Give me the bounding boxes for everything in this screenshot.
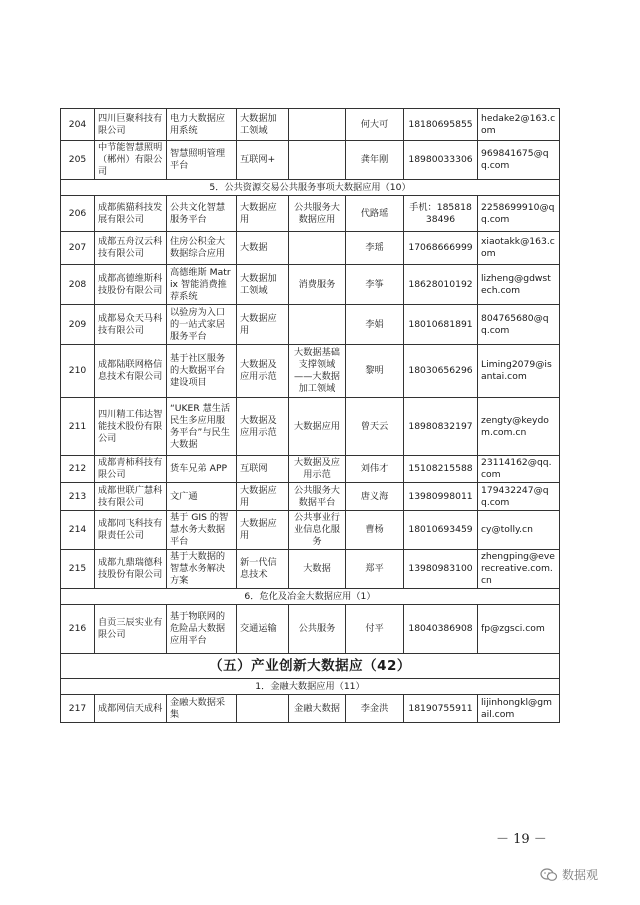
company-name: 成都九鼎瑞德科技股份有限公司 xyxy=(95,550,167,589)
category: 大数据应用 xyxy=(237,305,289,345)
part-header-row xyxy=(61,654,560,679)
category: 大数据应用 xyxy=(237,511,289,550)
row-number: 212 xyxy=(61,456,95,483)
phone-number: 18980033306 xyxy=(404,141,478,180)
company-name: 成都熊猫科技发展有限公司 xyxy=(95,196,167,232)
project-name: 基于社区服务的大数据平台建设项目 xyxy=(167,345,237,398)
category: 大数据及应用示范 xyxy=(237,398,289,456)
company-name: 成都青柿科技有限公司 xyxy=(95,456,167,483)
project-name: 电力大数据应用系统 xyxy=(167,109,237,141)
table-row xyxy=(61,141,560,180)
application-field: 公共服务大数据平台 xyxy=(289,483,346,511)
phone-number: 18628010192 xyxy=(404,265,478,305)
table-row xyxy=(61,398,560,456)
phone-number: 17068666999 xyxy=(404,232,478,265)
application-field: 公共事业行业信息化服务 xyxy=(289,511,346,550)
row-number: 206 xyxy=(61,196,95,232)
section-title: 1．金融大数据应用（11） xyxy=(61,679,560,695)
table-row xyxy=(61,265,560,305)
category xyxy=(237,695,289,723)
project-name: 以验房为入口的一站式家居服务平台 xyxy=(167,305,237,345)
contact-name: 付平 xyxy=(346,605,404,654)
contact-name: 李筝 xyxy=(346,265,404,305)
company-name: 四川巨聚科技有限公司 xyxy=(95,109,167,141)
contact-name: 代路瑶 xyxy=(346,196,404,232)
category: 交通运输 xyxy=(237,605,289,654)
phone-number: 18190755911 xyxy=(404,695,478,723)
company-name: 成都同飞科技有限责任公司 xyxy=(95,511,167,550)
category: 大数据加工领域 xyxy=(237,265,289,305)
application-field: 大数据应用 xyxy=(289,398,346,456)
application-field xyxy=(289,232,346,265)
project-table xyxy=(60,108,560,723)
project-name: 基于 GIS 的智慧水务大数据平台 xyxy=(167,511,237,550)
application-field: 金融大数据 xyxy=(289,695,346,723)
section-header-row xyxy=(61,679,560,695)
contact-name: 郑平 xyxy=(346,550,404,589)
project-name: 住房公积金大数据综合应用 xyxy=(167,232,237,265)
company-name: 中节能智慧照明（郴州）有限公司 xyxy=(95,141,167,180)
application-field: 公共服务大数据应用 xyxy=(289,196,346,232)
email-address: fp@zgsci.com xyxy=(478,605,560,654)
table-row xyxy=(61,232,560,265)
category: 互联网 xyxy=(237,456,289,483)
email-address: 2258699910@qq.com xyxy=(478,196,560,232)
phone-number: 18010693459 xyxy=(404,511,478,550)
project-name: 货车兄弟 APP xyxy=(167,456,237,483)
phone-number: 18030656296 xyxy=(404,345,478,398)
table-row xyxy=(61,196,560,232)
contact-name: 唐义海 xyxy=(346,483,404,511)
row-number: 211 xyxy=(61,398,95,456)
project-name: 智慧照明管理平台 xyxy=(167,141,237,180)
application-field: 大数据及应用示范 xyxy=(289,456,346,483)
table-row xyxy=(61,511,560,550)
table-row xyxy=(61,695,560,723)
table-row xyxy=(61,109,560,141)
row-number: 213 xyxy=(61,483,95,511)
page-number: － 19 － xyxy=(496,832,547,847)
application-field xyxy=(289,141,346,180)
table-row xyxy=(61,456,560,483)
category: 大数据应用 xyxy=(237,196,289,232)
part-title: （五）产业创新大数据应（42） xyxy=(61,654,560,679)
contact-name: 刘伟才 xyxy=(346,456,404,483)
application-field: 公共服务 xyxy=(289,605,346,654)
phone-number: 18010681891 xyxy=(404,305,478,345)
email-address: cy@tolly.cn xyxy=(478,511,560,550)
email-address: zhengping@everecreative.com.cn xyxy=(478,550,560,589)
section-title: 6．危化及冶金大数据应用（1） xyxy=(61,589,560,605)
row-number: 216 xyxy=(61,605,95,654)
contact-name: 曹杨 xyxy=(346,511,404,550)
category: 大数据及应用示范 xyxy=(237,345,289,398)
phone-number: 15108215588 xyxy=(404,456,478,483)
company-name: 四川精工伟达智能技术股份有限公司 xyxy=(95,398,167,456)
row-number: 217 xyxy=(61,695,95,723)
contact-name: 龚年刚 xyxy=(346,141,404,180)
project-name: 高德维斯 Matrix 智能消费推荐系统 xyxy=(167,265,237,305)
contact-name: 李瑶 xyxy=(346,232,404,265)
project-name: 金融大数据采集 xyxy=(167,695,237,723)
row-number: 209 xyxy=(61,305,95,345)
category: 大数据加工领域 xyxy=(237,109,289,141)
phone-number: 13980983100 xyxy=(404,550,478,589)
category: 互联网+ xyxy=(237,141,289,180)
row-number: 207 xyxy=(61,232,95,265)
watermark-text: 数据观 xyxy=(562,868,599,882)
contact-name: 曾天云 xyxy=(346,398,404,456)
row-number: 210 xyxy=(61,345,95,398)
contact-name: 何大可 xyxy=(346,109,404,141)
company-name: 成都高德维斯科技股份有限公司 xyxy=(95,265,167,305)
contact-name: 李金洪 xyxy=(346,695,404,723)
phone-number: 手机：18581838496 xyxy=(404,196,478,232)
email-address: 969841675@qq.com xyxy=(478,141,560,180)
company-name: 成都陆联网格信息技术有限公司 xyxy=(95,345,167,398)
email-address: lijinhongkl@gmail.com xyxy=(478,695,560,723)
email-address: 23114162@qq.com xyxy=(478,456,560,483)
email-address: zengty@keydom.com.cn xyxy=(478,398,560,456)
row-number: 205 xyxy=(61,141,95,180)
email-address: 804765680@qq.com xyxy=(478,305,560,345)
section-title: 5．公共资源交易公共服务事项大数据应用（10） xyxy=(61,180,560,196)
table-row xyxy=(61,305,560,345)
contact-name: 黎明 xyxy=(346,345,404,398)
application-field xyxy=(289,109,346,141)
section-header-row xyxy=(61,180,560,196)
row-number: 215 xyxy=(61,550,95,589)
contact-name: 李娟 xyxy=(346,305,404,345)
phone-number: 18180695855 xyxy=(404,109,478,141)
phone-number: 18980832197 xyxy=(404,398,478,456)
email-address: lizheng@gdwstech.com xyxy=(478,265,560,305)
email-address: Liming2079@isantai.com xyxy=(478,345,560,398)
phone-number: 13980998011 xyxy=(404,483,478,511)
company-name: 成都易众天马科技有限公司 xyxy=(95,305,167,345)
project-name: “UKER 慧生活民生多应用服务平台”与民生大数据 xyxy=(167,398,237,456)
category: 大数据应用 xyxy=(237,483,289,511)
email-address: 179432247@qq.com xyxy=(478,483,560,511)
application-field: 大数据基础支撑领域——大数据加工领域 xyxy=(289,345,346,398)
company-name: 自贡三辰实业有限公司 xyxy=(95,605,167,654)
phone-number: 18040386908 xyxy=(404,605,478,654)
project-name: 文广通 xyxy=(167,483,237,511)
category: 新一代信息技术 xyxy=(237,550,289,589)
table-row xyxy=(61,345,560,398)
watermark xyxy=(540,866,598,883)
application-field: 消费服务 xyxy=(289,265,346,305)
table-row xyxy=(61,483,560,511)
company-name: 成都五舟汉云科技有限公司 xyxy=(95,232,167,265)
table-row xyxy=(61,550,560,589)
row-number: 204 xyxy=(61,109,95,141)
project-name: 公共文化智慧服务平台 xyxy=(167,196,237,232)
application-field xyxy=(289,305,346,345)
category: 大数据 xyxy=(237,232,289,265)
email-address: xiaotakk@163.com xyxy=(478,232,560,265)
company-name: 成都网信天成科 xyxy=(95,695,167,723)
section-header-row xyxy=(61,589,560,605)
company-name: 成都世联广慧科技有限公司 xyxy=(95,483,167,511)
row-number: 214 xyxy=(61,511,95,550)
row-number: 208 xyxy=(61,265,95,305)
application-field: 大数据 xyxy=(289,550,346,589)
project-name: 基于大数据的智慧水务解决方案 xyxy=(167,550,237,589)
project-name: 基于物联网的危险品大数据应用平台 xyxy=(167,605,237,654)
wechat-icon xyxy=(540,868,558,882)
table-row xyxy=(61,605,560,654)
email-address: hedake2@163.com xyxy=(478,109,560,141)
